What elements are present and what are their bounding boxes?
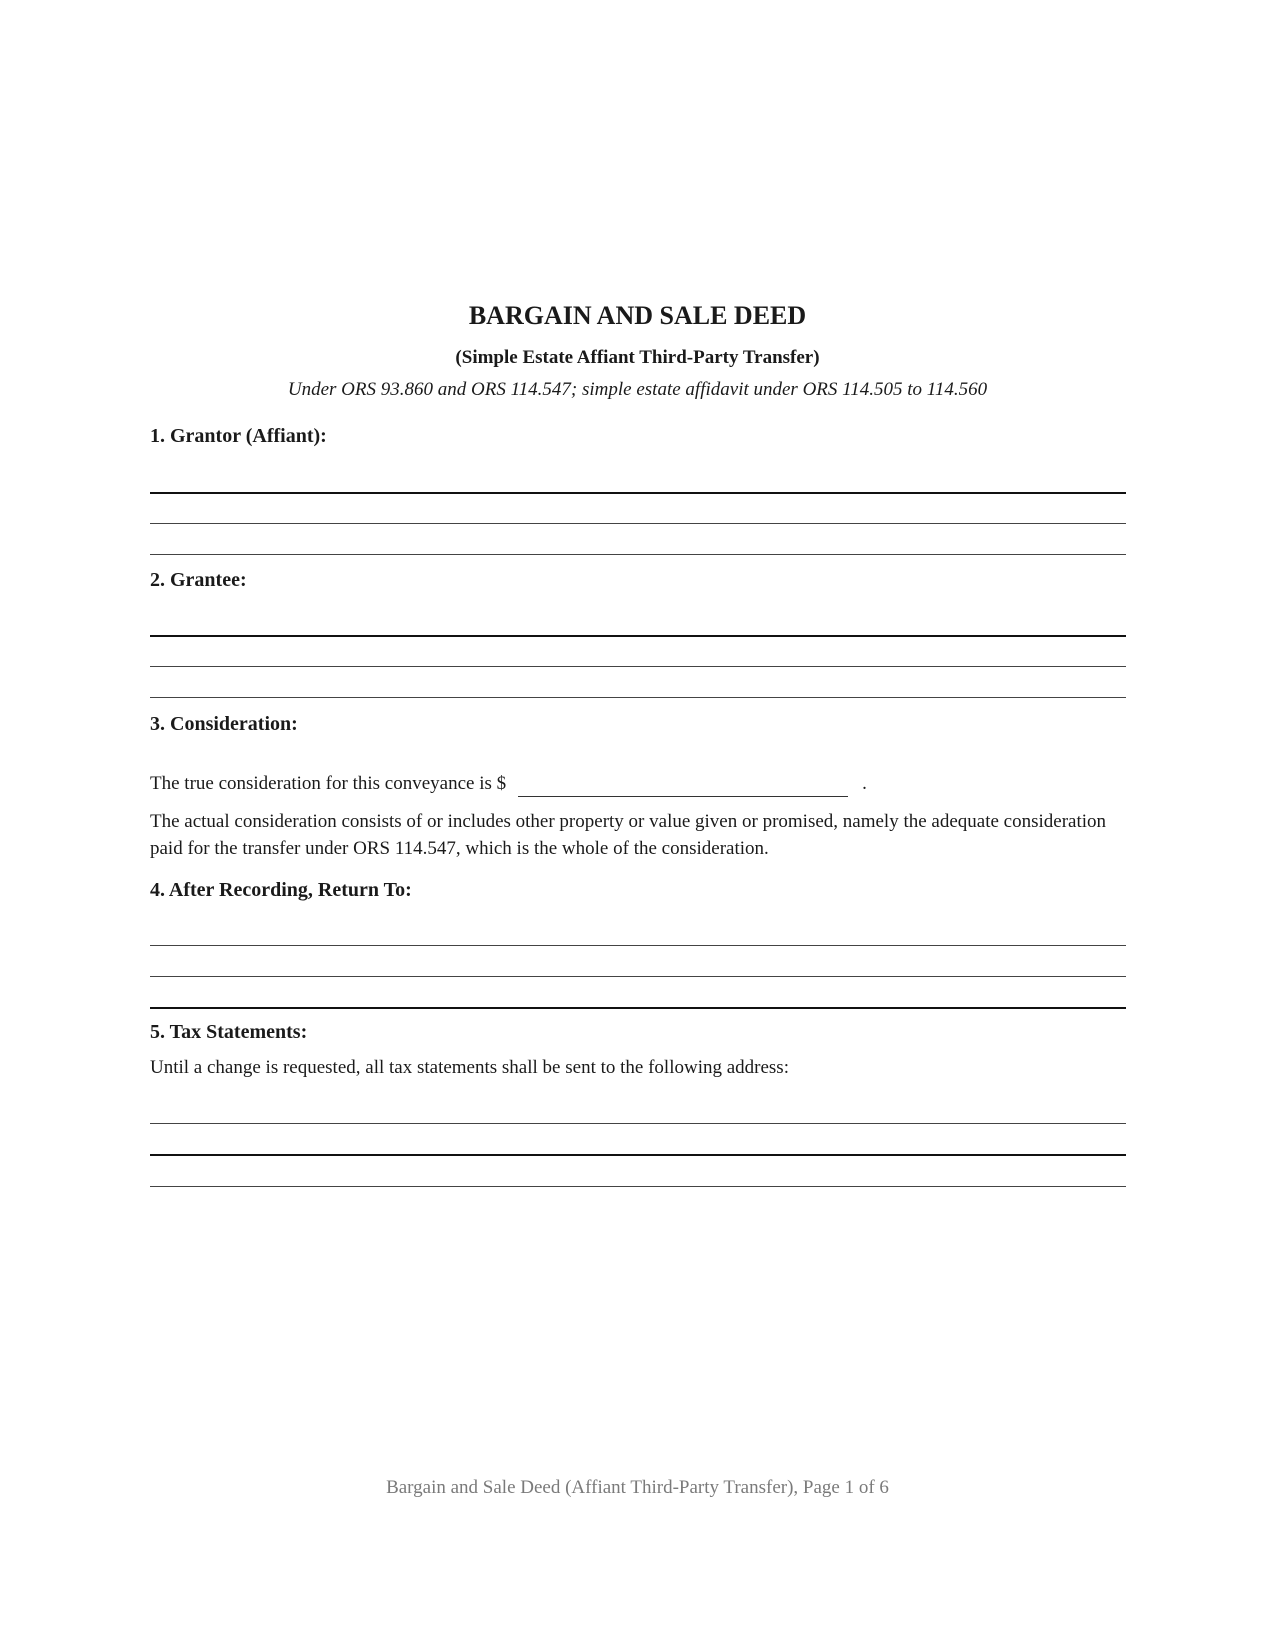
consideration-suffix: . bbox=[862, 773, 867, 794]
tax-statements-heading: 5. Tax Statements: bbox=[150, 1021, 308, 1043]
consideration-prefix: The true consideration for this conveyance is $ bbox=[150, 773, 507, 794]
page-footer: Bargain and Sale Deed (Affiant Third-Party Transfer), Page 1 of 6 bbox=[386, 1477, 889, 1498]
tax-statements-text: Until a change is requested, all tax statements shall be sent to the following address: bbox=[150, 1057, 789, 1078]
grantee-line-3[interactable] bbox=[150, 697, 1126, 698]
return-to-line-3[interactable] bbox=[150, 1007, 1126, 1009]
return-to-line-1[interactable] bbox=[150, 945, 1126, 946]
consideration-heading: 3. Consideration: bbox=[150, 713, 298, 735]
document-subtitle: (Simple Estate Affiant Third-Party Transfer) bbox=[455, 347, 820, 368]
grantee-line-2[interactable] bbox=[150, 666, 1126, 667]
consideration-amount-line bbox=[150, 770, 1130, 797]
tax-statements-line-1[interactable] bbox=[150, 1123, 1126, 1124]
tax-statements-line-2[interactable] bbox=[150, 1154, 1126, 1156]
document-title: BARGAIN AND SALE DEED bbox=[468, 301, 807, 330]
consideration-paragraph: The actual consideration consists of or includes other property or value given or promised, namely the adequate consideration paid for the transfer under ORS 114.547, which is the whole of the consideration. bbox=[150, 811, 1107, 859]
grantor-line-1[interactable] bbox=[150, 492, 1126, 494]
return-to-heading: 4. After Recording, Return To: bbox=[150, 879, 412, 901]
statute-reference: Under ORS 93.860 and ORS 114.547; simple estate affidavit under ORS 114.505 to 114.560 bbox=[287, 379, 988, 400]
grantee-line-1[interactable] bbox=[150, 635, 1126, 637]
grantor-line-3[interactable] bbox=[150, 554, 1126, 555]
grantee-heading: 2. Grantee: bbox=[150, 569, 247, 591]
grantor-heading: 1. Grantor (Affiant): bbox=[150, 425, 327, 447]
return-to-line-2[interactable] bbox=[150, 976, 1126, 977]
tax-statements-line-3[interactable] bbox=[150, 1186, 1126, 1187]
grantor-line-2[interactable] bbox=[150, 523, 1126, 524]
consideration-amount-field[interactable] bbox=[518, 776, 848, 797]
